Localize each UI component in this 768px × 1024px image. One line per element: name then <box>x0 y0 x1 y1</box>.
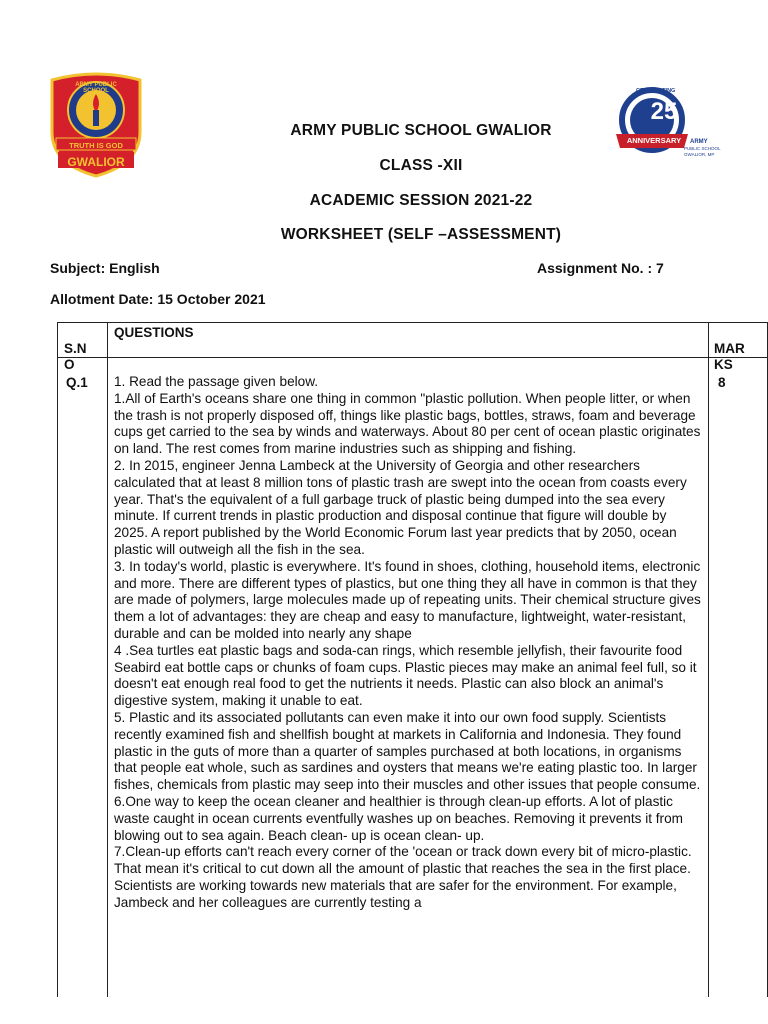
class-heading: CLASS -XII <box>379 157 463 174</box>
session-heading: ACADEMIC SESSION 2021-22 <box>309 192 533 209</box>
column-header-questions: QUESTIONS <box>114 325 194 340</box>
allotment-date: Allotment Date: 15 October 2021 <box>50 291 266 307</box>
table-divider <box>708 323 709 997</box>
logo-right-top-text: CELEBRATING <box>636 88 676 94</box>
column-header-marks-label: MAR KS <box>714 341 745 372</box>
table-header-divider <box>58 357 767 358</box>
table-divider <box>107 323 108 997</box>
school-name-heading: ARMY PUBLIC SCHOOL GWALIOR <box>290 122 552 139</box>
subject-label: Subject: English <box>50 260 160 276</box>
assignment-number: Assignment No. : 7 <box>537 260 664 276</box>
column-header-sno-label: S.N O <box>64 341 87 372</box>
logo-right-school-line-2: PUBLIC SCHOOL <box>684 146 721 151</box>
questions-table <box>57 322 768 997</box>
logo-left-motto: TRUTH IS GOD <box>69 141 123 150</box>
question-passage: 1. Read the passage given below. 1.All of Earth's oceans share one thing in common "plastic pollution. When people litter, or when the trash is not properly disposed off, things like plastic bags, bottles, straws, foam and beverage cups get carried to the sea by winds and waterways. About 80 per cent of ocean plastic originates on land. The rest comes from marine industries such as shipping and fishing. 2. In 2015, engineer Jenna Lambeck at the University of Georgia and other researchers calculated that at least 8 million tons of plastic trash are swept into the ocean from coasts every year. That's the equivalent of a full garbage truck of plastic being dumped into the sea every minute. If current trends in plastic production and disposal continue that figure will double by 2025. A report published by the World Economic Forum last year predicts that by 2050, ocean plastic will outweigh all the fish in the sea. 3. In today's world, plastic is everywhere. It's found in shoes, clothing, household items, electronic and more. There are different types of plastics, but one thing they all have in common is that they are made of polymers, large molecules made up of repeating units. Their chemical structure gives them a lot of advantages: they are cheap and easy to manufacture, lightweight, water-resistant, durable and can be molded into nearly any shape 4 .Sea turtles eat plastic bags and soda-can rings, which resemble jellyfish, their favourite food Seabird eat bottle caps or chunks of foam cups. Plastic pieces may make an animal feel full, so it doesn't eat enough real food to get the nutrients it needs. Plastic can also block an animal's digestive system, making it unable to eat. 5. Plastic and its associated pollutants can even make it into our own food supply. Scientists recently examined fish and shellfish bought at markets in California and Indonesia. They found plastic in the guts of more than a quarter of samples purchased at both locations, in organisms that people eat whole, such as sardines and oysters that means we're eating plastic too. In larger fishes, chemicals from plastic may seep into their muscles and other issues that people consume. 6.One way to keep the ocean cleaner and healthier is through clean-up efforts. A lot of plastic waste caught in ocean currents eventfully washes up on beaches. Removing it prevents it from blowing out to sea again. Beach clean- up is ocean clean- up. 7.Clean-up efforts can't reach every corner of the 'ocean or track down every bit of micro-plastic. That mean it's critical to cut down all the amount of plastic that reaches the sea in the first place. Scientists are working towards new materials that are safer for the environment. For example, Jambeck and her colleagues are currently testing a <box>114 374 701 910</box>
logo-right-banner: ANNIVERSARY <box>626 136 682 145</box>
column-header-marks <box>714 325 764 373</box>
logo-left-city: GWALIOR <box>67 155 125 169</box>
question-marks: 8 <box>718 375 726 390</box>
logo-right-school-line-3: GWALIOR, MP <box>684 152 715 157</box>
question-number: Q.1 <box>66 375 88 390</box>
logo-left-arc-text: ARMY PUBLIC SCHOOL <box>75 82 117 94</box>
column-header-sno <box>64 325 104 373</box>
logo-right-number: 25 <box>650 98 678 125</box>
worksheet-heading: WORKSHEET (SELF –ASSESSMENT) <box>280 226 562 243</box>
logo-right-school-line-1: ARMY <box>690 139 708 145</box>
